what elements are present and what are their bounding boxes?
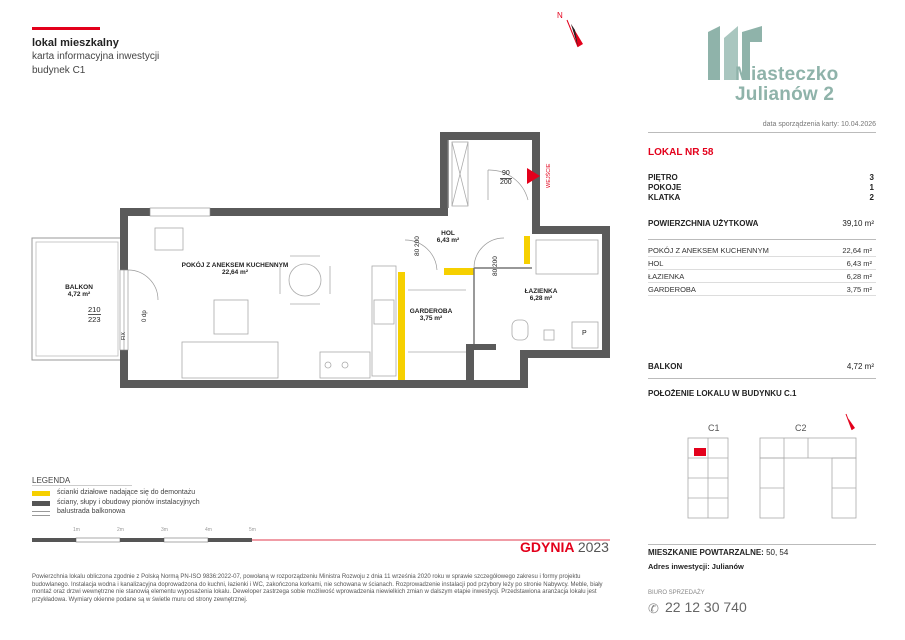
window-dims: 210 223	[88, 305, 101, 324]
divider	[648, 282, 876, 283]
address-label: Adres inwestycji: Julianów	[648, 562, 744, 571]
divider	[32, 485, 132, 486]
scale-tick: 4m	[205, 527, 212, 533]
legend-swatch-yellow	[32, 491, 50, 496]
legend-item: ścianki działowe nadające się do demontażu	[57, 489, 196, 496]
room-garderoba-label: GARDEROBA 3,75 m²	[409, 308, 453, 322]
entry-label: WEJŚCIE	[546, 163, 552, 188]
door-laz-dims: 80 200	[492, 256, 499, 276]
scale-tick: 3m	[161, 527, 168, 533]
minimap-c2: C2	[795, 423, 807, 433]
room-living-label: POKÓJ Z ANEKSEM KUCHENNYM 22,64 m²	[181, 262, 289, 276]
divider	[648, 295, 876, 296]
balcony	[32, 238, 122, 360]
sales-phone[interactable]: 22 12 30 740	[665, 599, 747, 615]
door-gard-dims: 80 200	[414, 236, 421, 256]
divider	[648, 269, 876, 270]
divider	[648, 239, 876, 240]
repeat-label: MIESZKANIE POWTARZALNE: 50, 54	[648, 548, 789, 557]
minimap-c1: C1	[708, 423, 720, 433]
legend-title: LEGENDA	[32, 476, 71, 485]
divider	[648, 544, 876, 545]
room-balkon-label: BALKON 4,72 m²	[65, 284, 93, 298]
logo-line1: Miasteczko	[735, 64, 839, 85]
legend-item: balustrada balkonowa	[57, 508, 126, 515]
divider	[648, 378, 876, 379]
apartment-type: lokal mieszkalny	[32, 37, 119, 49]
building-minimap	[660, 408, 872, 536]
logo-line2: Julianów 2	[735, 84, 835, 105]
legend-swatch-rail	[32, 511, 50, 516]
fix-window-label: FIX	[121, 332, 127, 340]
phone-icon: ✆	[648, 601, 659, 616]
room-lazienka-label: ŁAZIENKA 6,28 m²	[524, 288, 558, 302]
footnote: Powierzchnia lokalu obliczona zgodnie z Polską Normą PN-ISO 9836:2022-07, powołaną w rozporządzeniu Ministra Rozwoju z dnia 11 września 2020 roku w sprawie szczegółowego zakresu i formy projektu budowlanego. Instalacja wodna i kanalizacyjna doprowadzona do kuchni, łazienki i WC, zakończona korkami, nie schowana w ścianach. Rozprowadzenie instalacji pod przybory leży po stronie Nabywcy. Meble, biały montaż oraz drzwi wewnętrzne nie stanowią elementu wyposażenia lokalu. Deweloper zastrzega sobie możliwość wprowadzenia niewielkich zmian w dalszym etapie inwestycji. Przedstawiona aranżacja lokalu jest przykładowa. Wymiary okienne podane są w świetle muru od strony zewnętrznej.	[32, 574, 603, 603]
divider	[648, 132, 876, 133]
scale-tick: 2m	[117, 527, 124, 533]
legend-item: ściany, słupy i obudowy pionów instalacyjnych	[57, 499, 200, 506]
scale-tick: 1m	[73, 527, 80, 533]
compass-icon	[557, 11, 583, 47]
room-hol-label: HOL 6,43 m²	[436, 230, 460, 244]
legend-swatch-dark	[32, 501, 50, 506]
card-subtitle: karta informacyjna inwestycji	[32, 51, 160, 62]
position-heading: POŁOŻENIE LOKALU W BUDYNKU C.1	[648, 389, 797, 398]
sales-label: BIURO SPRZEDAŻY	[648, 590, 705, 596]
date-label: data sporządzenia karty: 10.04.2026	[762, 121, 876, 128]
divider	[648, 256, 876, 257]
building-label: budynek C1	[32, 65, 86, 76]
balcony-door-label: 0 dp	[142, 310, 148, 322]
door-entry-dims: 90 200	[500, 170, 512, 186]
p-label: P	[582, 330, 587, 337]
walls	[120, 132, 610, 388]
lokal-number: LOKAL NR 58	[648, 147, 714, 158]
scale-tick: 5m	[249, 527, 256, 533]
unit-highlight	[694, 448, 706, 456]
city-year: GDYNIA 2023	[520, 539, 609, 555]
compass-letter: N	[557, 11, 563, 20]
